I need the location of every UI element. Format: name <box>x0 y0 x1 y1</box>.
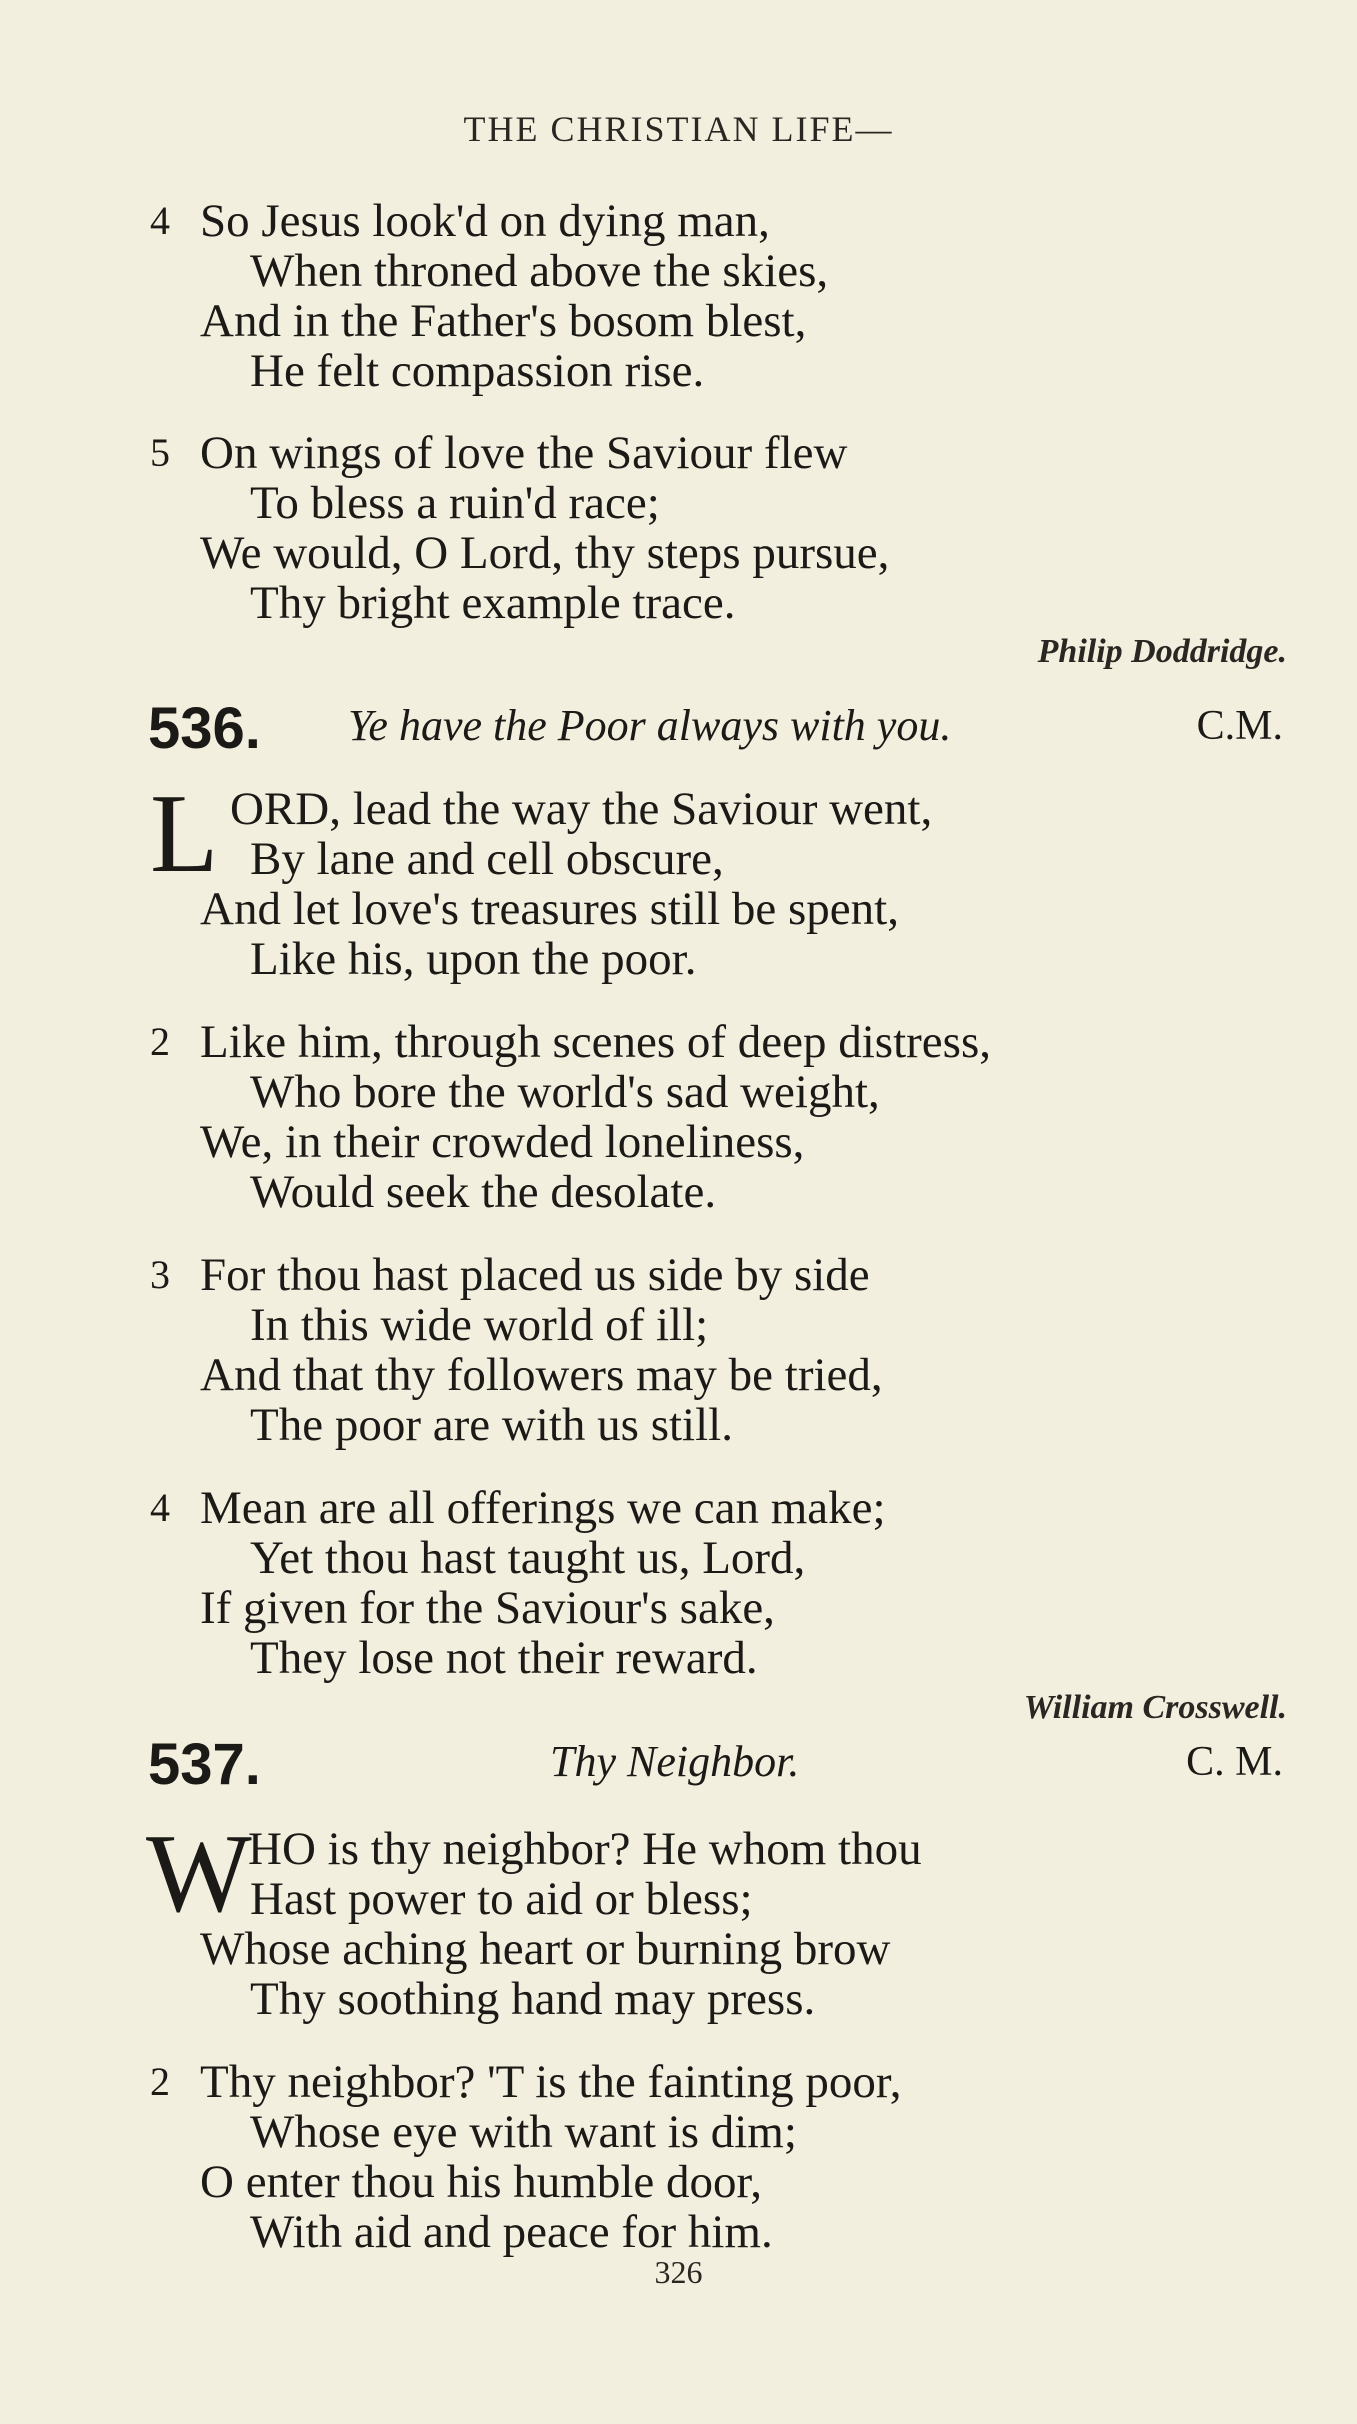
page-number: 326 <box>654 2254 703 2290</box>
verse-line: They lose not their reward. <box>250 1632 758 1684</box>
verse-line: The poor are with us still. <box>250 1399 733 1451</box>
verse-line: Like him, through scenes of deep distress, <box>200 1016 991 1068</box>
verse-line: Whose eye with want is dim; <box>250 2106 797 2158</box>
hymn-number: 537. <box>148 1732 261 1797</box>
verse-line: And that thy followers may be tried, <box>200 1349 883 1401</box>
drop-cap: L <box>150 772 219 896</box>
verse-line: Yet thou hast taught us, Lord, <box>250 1532 806 1584</box>
running-header: THE CHRISTIAN LIFE— <box>463 109 894 149</box>
verse-line: Hast power to aid or bless; <box>250 1873 753 1925</box>
stanza-number: 4 <box>150 1485 170 1530</box>
stanza-number: 4 <box>150 198 170 243</box>
verse-line: And in the Father's bosom blest, <box>200 295 807 347</box>
verse-line: ORD, lead the way the Saviour went, <box>230 783 933 835</box>
verse-line: So Jesus look'd on dying man, <box>200 195 770 247</box>
verse-line: Would seek the desolate. <box>250 1166 717 1218</box>
hymn-number: 536. <box>148 696 261 761</box>
verse-line: Thy bright example trace. <box>250 577 736 629</box>
hymn-meter: C.M. <box>1196 703 1283 749</box>
verse-line: Mean are all offerings we can make; <box>200 1482 886 1534</box>
stanza-number: 2 <box>150 2059 170 2104</box>
verse-line: In this wide world of ill; <box>250 1299 709 1351</box>
verse-line: Whose aching heart or burning brow <box>200 1923 891 1975</box>
verse-line: Like his, upon the poor. <box>250 933 697 985</box>
verse-line: And let love's treasures still be spent, <box>200 883 899 935</box>
verse-line: Who bore the world's sad weight, <box>250 1066 880 1118</box>
verse-line: With aid and peace for him. <box>250 2206 773 2258</box>
author-attribution: William Crosswell. <box>1023 1689 1287 1726</box>
verse-line: When throned above the skies, <box>250 245 829 297</box>
hymn-title: Ye have the Poor always with you. <box>348 701 952 750</box>
verse-line: He felt compassion rise. <box>250 345 705 397</box>
author-attribution: Philip Doddridge. <box>1037 633 1287 670</box>
verse-line: On wings of love the Saviour flew <box>200 427 848 479</box>
verse-line: To bless a ruin'd race; <box>250 477 660 529</box>
verse-line: O enter thou his humble door, <box>200 2156 763 2208</box>
verse-line: HO is thy neighbor? He whom thou <box>248 1823 922 1875</box>
verse-line: We, in their crowded loneliness, <box>200 1116 805 1168</box>
verse-line: For thou hast placed us side by side <box>200 1249 870 1301</box>
stanza-number: 3 <box>150 1252 170 1297</box>
verse-line: If given for the Saviour's sake, <box>200 1582 775 1634</box>
stanza-number: 2 <box>150 1019 170 1064</box>
verse-line: Thy soothing hand may press. <box>250 1973 816 2025</box>
drop-cap: W <box>146 1812 252 1936</box>
stanza-number: 5 <box>150 430 170 475</box>
verse-line: Thy neighbor? 'T is the fainting poor, <box>200 2056 902 2108</box>
hymn-meter: C. M. <box>1186 1739 1283 1785</box>
verse-line: We would, O Lord, thy steps pursue, <box>200 527 890 579</box>
verse-line: By lane and cell obscure, <box>250 833 724 885</box>
hymn-title: Thy Neighbor. <box>550 1737 800 1786</box>
